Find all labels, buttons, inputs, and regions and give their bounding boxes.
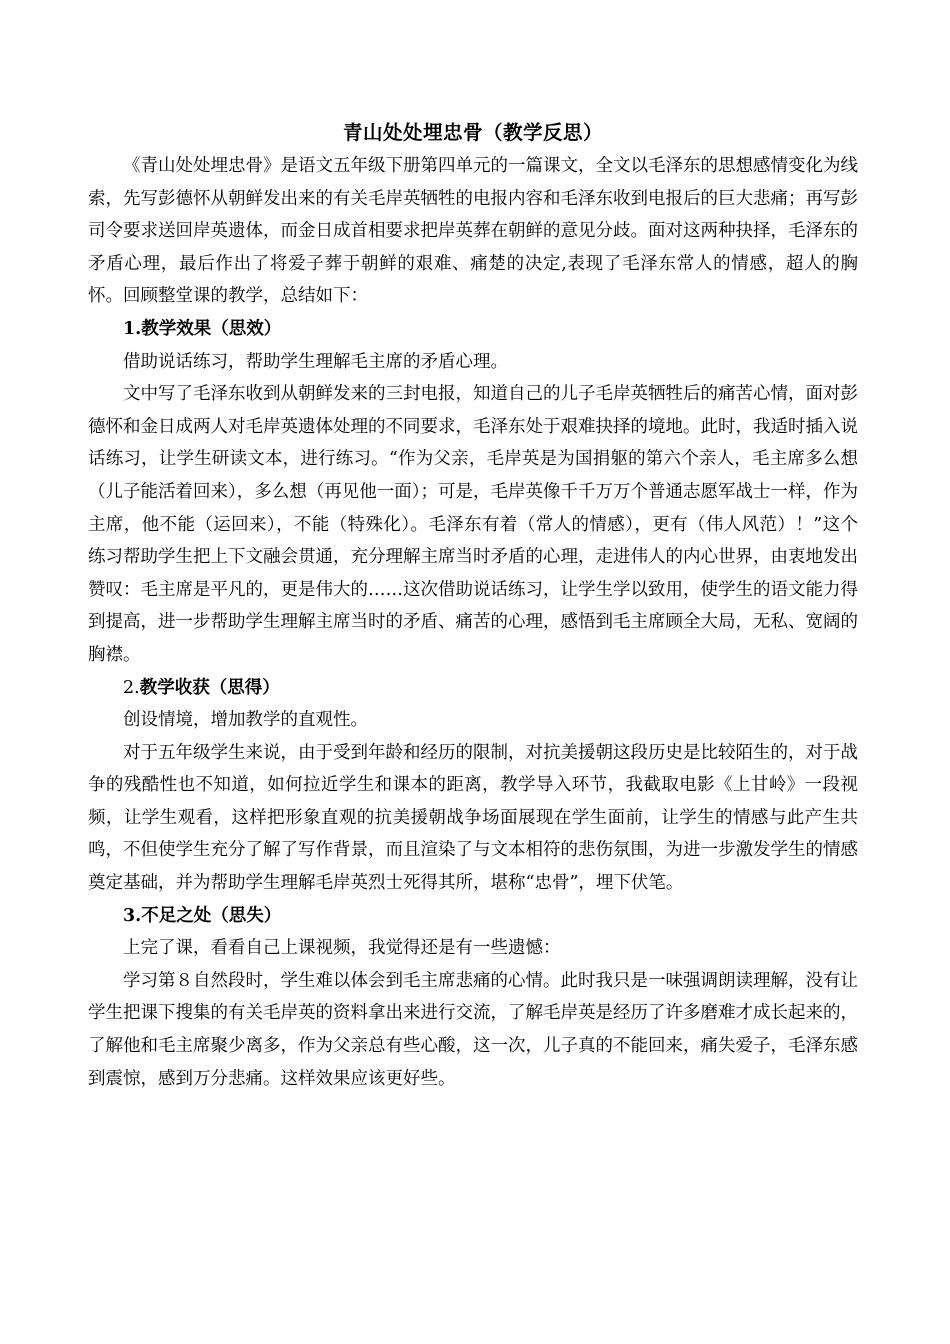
section-1-number: 1.	[123, 318, 142, 339]
section-2-summary: 创设情境，增加教学的直观性。	[123, 710, 368, 731]
section-2-title: 教学收获（思得）	[139, 677, 280, 698]
section-2-number: 2.	[123, 677, 140, 698]
section-1-title: 教学效果（思效）	[141, 318, 282, 339]
intro-paragraph: 《青山处处埋忠骨》是语文五年级下册第四单元的一篇课文，全文以毛泽东的思想感情变化为线索，先写彭德怀从朝鲜发出来的有关毛岸英牺牲的电报内容和毛泽东收到电报后的巨大悲痛；再写彭司令要求送回岸英遗体，而金日成首相要求把岸英葬在朝鲜的意见分歧。面对这两种抉择，毛泽东的矛盾心理，最后作出了将爱子葬于朝鲜的艰难、痛楚的决定,表现了毛泽东常人的情感，超人的胸怀。回顾整堂课的教学，总结如下：	[88, 156, 858, 307]
document-page	[88, 118, 858, 1095]
section-2-body: 对于五年级学生来说，由于受到年龄和经历的限制，对抗美援朝这段历史是比较陌生的，对于战争的残酷性也不知道，如何拉近学生和课本的距离，教学导入环节，我截取电影《上甘岭》一段视频，让学生观看，这样把形象直观的抗美援朝战争场面展现在学生面前，让学生的情感与此产生共鸣，不但使学生充分了解了写作背景，而且渲染了与文本相符的悲伤氛围，为进一步激发学生的情感奠定基础，并为帮助学生理解毛岸英烈士死得其所，堪称“忠骨”，埋下伏笔。	[88, 742, 858, 894]
section-3-summary: 上完了课，看看自己上课视频，我觉得还是有一些遗憾：	[123, 938, 561, 959]
section-3-body: 学习第８自然段时，学生难以体会到毛主席悲痛的心情。此时我只是一味强调朗读理解，没有让学生把课下搜集的有关毛岸英的资料拿出来进行交流，了解毛岸英是经历了许多磨难才成长起来的，了解他和毛主席聚少离多，作为父亲总有些心酸，这一次，儿子真的不能回来，痛失爱子，毛泽东感到震惊，感到万分悲痛。这样效果应该更好些。	[88, 970, 858, 1089]
document-title: 青山处处埋忠骨（教学反思）	[342, 121, 603, 144]
section-1-body: 文中写了毛泽东收到从朝鲜发来的三封电报，知道自己的儿子毛岸英牺牲后的痛苦心情，面对彭德怀和金日成两人对毛岸英遗体处理的不同要求，毛泽东处于艰难抉择的境地。此时，我适时插入说话练习，让学生研读文本，进行练习。“作为父亲，毛岸英是为国捐躯的第六个亲人，毛主席多么想（儿子能活着回来），多么想（再见他一面）；可是，毛岸英像千千万万个普通志愿军战士一样，作为主席，他不能（运回来），不能（特殊化）。毛泽东有着（常人的情感），更有（伟人风范）！”这个练习帮助学生把上下文融会贯通，充分理解主席当时矛盾的心理，走进伟人的内心世界，由衷地发出赞叹：毛主席是平凡的，更是伟大的……这次借助说话练习，让学生学以致用，使学生的语文能力得到提高，进一步帮助学生理解主席当时的矛盾、痛苦的心理，感悟到毛主席顾全大局，无私、宽阔的胸襟。	[88, 384, 858, 665]
section-1-summary: 借助说话练习，帮助学生理解毛主席的矛盾心理。	[123, 351, 508, 372]
section-3-heading	[88, 900, 858, 933]
section-2-heading	[88, 672, 858, 705]
section-1-heading	[88, 313, 858, 346]
section-3-number: 3.	[123, 905, 142, 926]
section-3-title: 不足之处（思失）	[141, 905, 282, 926]
